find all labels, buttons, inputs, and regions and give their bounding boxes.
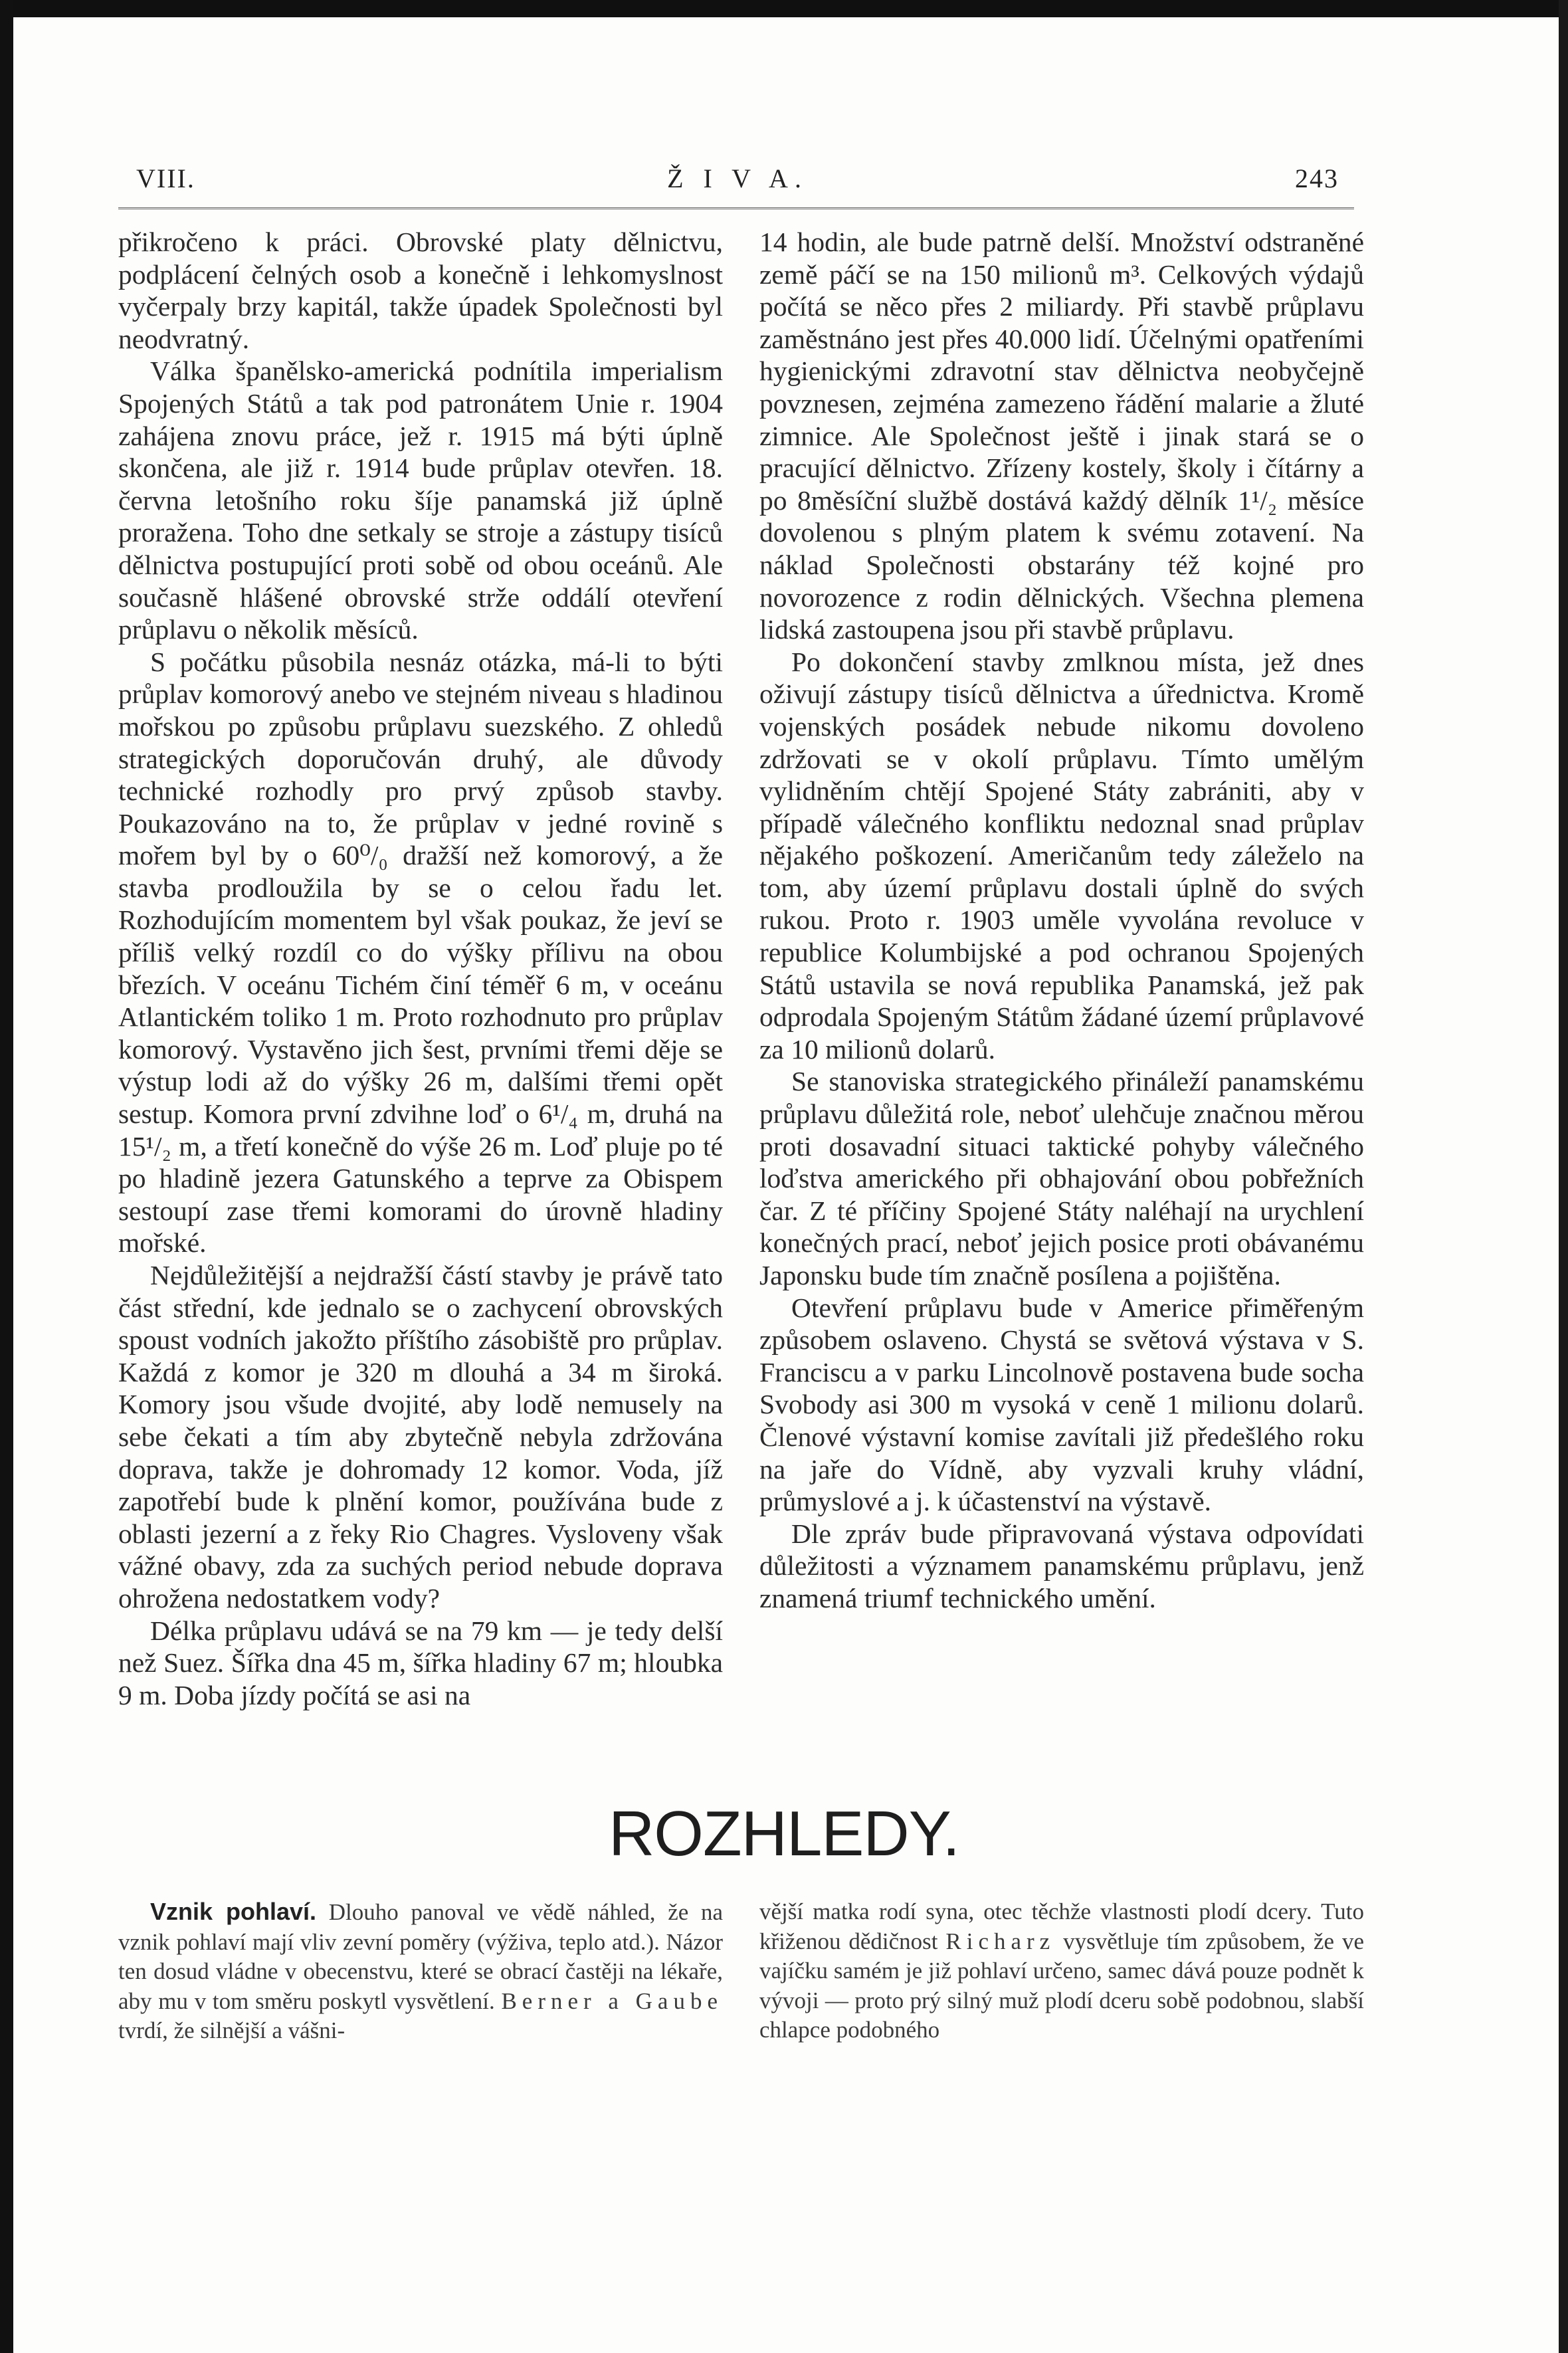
section-title: ROZHLEDY. — [608, 1798, 960, 1869]
paragraph: Délka průplavu udává se na 79 km — je tedy delší než Suez. Šířka dna 45 m, šířka hladiny 67 m; hloubka 9 m. Doba jízdy počítá se asi na — [118, 1615, 723, 1710]
text-run: Dlouho panoval ve vědě náhled, že na vznik pohlaví mají vliv zevní poměry (výživa, teplo atd.). Názor ten dosud vládne v obecenstvu, které se obrací častěji na lékaře, aby mu v tom směru poskytl vysvětlení. — [118, 1899, 724, 2014]
paragraph — [118, 1897, 723, 2046]
paragraph: Dle zpráv bude připravovaná výstava odpovídati důležitosti a významem panamskému průplavu, jenž znamená triumf technického umění. — [759, 1518, 1364, 1613]
paragraph: Válka španělsko-americká podnítila imperialism Spojených Států a tak pod patronátem Unie r. 1904 zahájena znovu práce, jež r. 1915 má býti úplně skončena, ale již r. 1914 bude průplav otevřen. 18. června letošního roku šíje panamská již úplně proražena. Toho dne setkaly se stroje a zástupy tisíců dělnictva postupující proti sobě od obou oceánů. Ale současně hlášené obrovské strže oddálí otevření průplavu o několik měsíců. — [118, 356, 723, 645]
paragraph: Otevření průplavu bude v Americe přiměřeným způsobem oslaveno. Chystá se světová výstava v S. Franciscu a v parku Lincolnově postavena bude socha Svobody asi 300 m vysoká v ceně 1 milionu dolarů. Členové výstavní komise zavítali již předešlého roku na jaře do Vídně, aby vyzvali kruhy vládní, průmyslové a j. k účastenství na výstavě. — [759, 1292, 1364, 1517]
paragraph: S počátku působila nesnáz otázka, má-li to býti průplav komorový anebo ve stejném niveau s hladinou mořskou po způsobu průplavu suezského. Z ohledů strategických doporučován druhý, ale důvody technické rozhodly pro prvý způsob stavby. Poukazováno na to, že průplav v jedné rovině s mořem byl by o 60⁰/₀ dražší než komorový, a že stavba prodloužila by se o celou řadu let. Rozhodujícím momentem byl však poukaz, že jeví se příliš velký rozdíl co do výšky přílivu na obou březích. V oceánu Tichém činí téměř 6 m, v oceánu Atlantickém toliko 1 m. Proto rozhodnuto pro průplav komorový. Vystavěno jich šest, prvními třemi děje se výstup lodi až do výšky 26 m, dalšími třemi opět sestup. Komora první zdvihne loď o 6¹/₄ m, druhá na 15¹/₂ m, a třetí konečně do výše 26 m. Loď pluje po té po hladině jezera Gatunského a teprve za Obispem sestoupí zase třemi komorami do úrovně hladiny mořské. — [118, 646, 723, 1259]
section-column-left — [118, 1897, 723, 2046]
scan-border-right — [1559, 0, 1568, 2353]
paragraph — [759, 1897, 1364, 2045]
text-run: vější matka rodí syna, otec těchže vlastnosti plodí dcery. Tuto křiženou dědičnost — [759, 1898, 1364, 1954]
text-run: tvrdí, že silnější a vášni- — [118, 2017, 345, 2043]
spaced-author-names: Berner a Gaube — [501, 1988, 723, 2014]
article-column-left — [118, 226, 723, 1711]
article-column-right — [759, 226, 1364, 1615]
paragraph: Se stanoviska strategického přináleží panamskému průplavu důležitá role, neboť ulehčuje značnou měrou proti dosavadní situaci taktické pohyby válečného loďstva amerického při obhajování obou pobřežních čar. Z té příčiny Spojené Státy naléhají na urychlení konečných prací, neboť jejich posice proti obávanému Japonsku bude tím značně posílena a pojištěna. — [759, 1066, 1364, 1290]
text-run: vysvětluje tím způsobem, že ve vajíčku samém je již pohlaví určeno, samec dává pouze podnět k vývoji — proto prý silný muž plodí dceru sobě podobnou, slabší chlapce podobného — [759, 1928, 1365, 2043]
paragraph: Nejdůležitější a nejdražší částí stavby je právě tato část střední, kde jednalo se o zachycení obrovských spoust vodních jakožto příštího zásobiště pro průplav. Každá z komor je 320 m dlouhá a 34 m široká. Komory jsou všude dvojité, aby lodě nemusely na sebe čekati a tím aby zbytečně nebyla zdržována doprava, takže je dohromady 12 komor. Voda, jíž zapotřebí bude k plnění komor, používána bude z oblasti jezerní a z řeky Rio Chagres. Vysloveny však vážné obavy, zda za suchých period nebude doprava ohrožena nedostatkem vody? — [118, 1260, 723, 1613]
spaced-author-name: Richarz — [945, 1928, 1056, 1954]
article-lead-title: Vznik pohlaví. — [150, 1898, 317, 1925]
paragraph: Po dokončení stavby zmlknou místa, jež dnes oživují zástupy tisíců dělnictva a úřednictva. Kromě vojenských posádek nebude nikomu dovoleno zdržovati se v okolí průplavu. Tímto umělým vylidněním chtějí Spojené Státy zabrániti, aby v případě válečného konfliktu nedoznal snad průplav nějakého poškození. Američanům tedy záleželo na tom, aby území průplavu dostali úplně do svých rukou. Proto r. 1903 uměle vyvolána revoluce v republice Kolumbijské a pod ochranou Spojených Států ustavila se nová republika Panamská, jež pak odprodala Spojeným Státům žádané území průplavové za 10 milionů dolarů. — [759, 646, 1364, 1065]
section-column-right — [759, 1897, 1364, 2045]
paragraph: přikročeno k práci. Obrovské platy dělnictvu, podplácení čelných osob a konečně i lehkomyslnost vyčerpaly brzy kapitál, takže úpadek Společnosti byl neodvratný. — [118, 227, 723, 354]
paragraph: 14 hodin, ale bude patrně delší. Množství odstraněné země páčí se na 150 milionů m³. Celkových výdajů počítá se něco přes 2 miliardy. Při stavbě průplavu zaměstnáno jest přes 40.000 lidí. Účelnými opatřeními hygienickými zdravotní stav dělnictva neobyčejně povznesen, zejména zamezeno řádění malarie a žluté zimnice. Ale Společnost ještě i jinak stará se o pracující dělnictvo. Zřízeny kostely, školy i čítárny a po 8měsíční službě dostává každý dělník 1¹/₂ měsíce dovolenou s plným platem k svému zotavení. Na náklad Společnosti obstarány též kojné pro novorozence z rodin dělnických. Všechna plemena lidská zastoupena jsou při stavbě průplavu. — [759, 227, 1364, 645]
volume-number: VIII. — [136, 163, 195, 193]
scan-border-left — [0, 0, 13, 2353]
journal-title: Ž I V A. — [667, 163, 808, 193]
page-number: 243 — [1295, 163, 1339, 193]
running-header — [136, 163, 1339, 203]
header-rule — [118, 207, 1354, 209]
scan-border-top — [0, 0, 1568, 17]
